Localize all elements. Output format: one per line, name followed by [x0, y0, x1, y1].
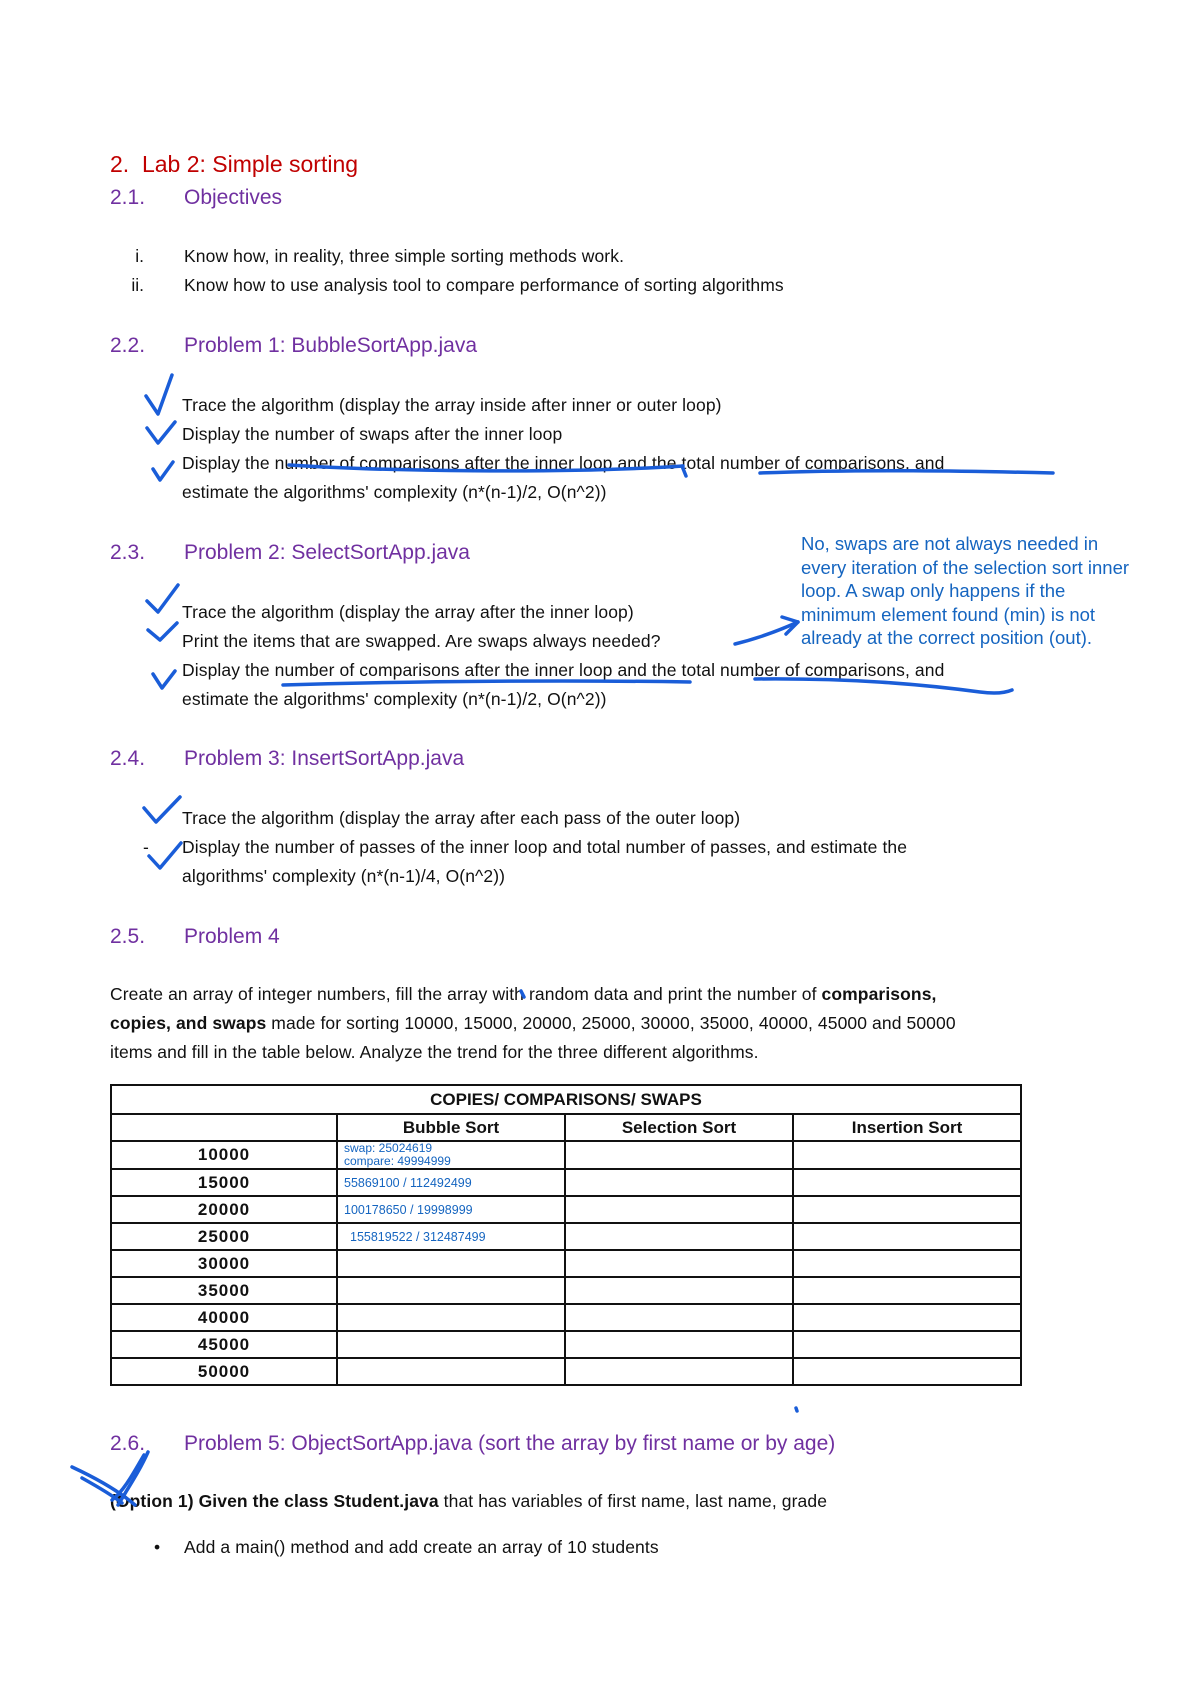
section-title: [110, 151, 358, 178]
annotation-line: minimum element found (min) is not: [801, 603, 1096, 625]
checkmark-icon: [146, 375, 172, 414]
problem3-title: Problem 3: InsertSortApp.java: [184, 747, 465, 770]
problem3-item-3: algorithms' complexity (n*(n-1)/4, O(n^2)): [182, 866, 506, 886]
row-label: 30000: [111, 1250, 337, 1277]
bullet-icon: •: [154, 1537, 161, 1557]
problem1-item-4: estimate the algorithms' complexity (n*(n-1)/2, O(n^2)): [182, 482, 607, 502]
para-text: Create an array of integer numbers, fill the array with random data and print the number of: [110, 984, 822, 1004]
bubble-cell: 155819522 / 312487499: [337, 1223, 565, 1250]
underline-stroke: [283, 681, 690, 685]
header-bubble-sort: Bubble Sort: [337, 1114, 565, 1141]
table-row: [111, 1250, 1021, 1277]
bubble-cell: [337, 1277, 565, 1304]
objective-marker-1: i.: [135, 246, 144, 266]
checkmark-icon: [149, 843, 181, 868]
bubble-cell: [337, 1331, 565, 1358]
table-row: [111, 1331, 1021, 1358]
checkmark-icon: [153, 671, 175, 688]
problem5-option: [110, 1490, 827, 1512]
bubble-cell: [337, 1358, 565, 1385]
problem4-para-line-2: [110, 1012, 956, 1034]
row-label: 25000: [111, 1223, 337, 1250]
problem3-number: 2.4.: [110, 747, 146, 770]
problem4-para-line-1: [110, 983, 937, 1005]
bubble-cell: 100178650 / 19998999: [337, 1196, 565, 1223]
section-heading: Lab 2: Simple sorting: [141, 151, 359, 177]
checkmark-icon: [144, 797, 180, 822]
annotation-line: No, swaps are not always needed in: [801, 533, 1099, 554]
problem2-number: 2.3.: [110, 541, 146, 564]
problem2-title: Problem 2: SelectSortApp.java: [184, 541, 470, 564]
checkmark-icon: [148, 623, 177, 640]
problem5-bullet-text: Add a main() method and add create an array of 10 students: [184, 1537, 659, 1557]
problem1-number: 2.2.: [110, 334, 146, 357]
bubble-cell: [337, 1250, 565, 1277]
selection-cell: [565, 1277, 793, 1304]
insertion-cell: [793, 1250, 1021, 1277]
problem3-dash: -: [143, 837, 149, 857]
handwritten-value: swap: 25024619: [344, 1141, 433, 1155]
objective-item-1: Know how, in reality, three simple sorting methods work.: [184, 246, 625, 266]
selection-cell: [565, 1223, 793, 1250]
selection-cell: [565, 1196, 793, 1223]
problem3-item-1: Trace the algorithm (display the array after each pass of the outer loop): [182, 808, 741, 828]
problem2-item-1: Trace the algorithm (display the array after the inner loop): [182, 602, 634, 622]
selection-cell: [565, 1304, 793, 1331]
table-row: [111, 1277, 1021, 1304]
problem2-item-2: Print the items that are swapped. Are swaps always needed?: [182, 631, 661, 651]
problem5-number: 2.6.: [110, 1432, 146, 1455]
problem4-para-line-3: items and fill in the table below. Analyze the trend for the three different algorithms.: [110, 1042, 759, 1062]
objectives-title: Objectives: [184, 186, 283, 209]
insertion-cell: [793, 1141, 1021, 1169]
objectives-number: 2.1.: [110, 186, 146, 209]
para-text: made for sorting 10000, 15000, 20000, 25000, 30000, 35000, 40000, 45000 and 50000: [266, 1013, 956, 1033]
row-label: 20000: [111, 1196, 337, 1223]
section-number: 2.: [110, 151, 130, 177]
insertion-cell: [793, 1277, 1021, 1304]
problem4-number: 2.5.: [110, 925, 146, 948]
header-insertion-sort: Insertion Sort: [793, 1114, 1021, 1141]
table-row: [111, 1358, 1021, 1385]
table-corner-cell: [111, 1114, 337, 1141]
row-label: 40000: [111, 1304, 337, 1331]
problem1-item-2: Display the number of swaps after the inner loop: [182, 424, 563, 444]
insertion-cell: [793, 1331, 1021, 1358]
problem1-item-3: Display the number of comparisons after the inner loop and the total number of comparisons, and: [182, 453, 945, 473]
table-row: [111, 1223, 1021, 1250]
table-row: [111, 1141, 1021, 1169]
table-row: [111, 1196, 1021, 1223]
selection-cell: [565, 1250, 793, 1277]
selection-cell: [565, 1331, 793, 1358]
option-bold: (Option 1) Given the class Student.java: [110, 1491, 439, 1511]
checkmark-icon: [147, 585, 178, 612]
objective-marker-2: ii.: [131, 275, 144, 295]
handwritten-annotation: [801, 532, 1200, 650]
row-label: 10000: [111, 1141, 337, 1169]
para-bold: comparisons,: [821, 984, 937, 1004]
problem4-title: Problem 4: [184, 925, 280, 948]
bubble-cell: [337, 1141, 565, 1169]
table-row: [111, 1304, 1021, 1331]
handwritten-value: compare: 49994999: [344, 1154, 451, 1168]
selection-cell: [565, 1141, 793, 1169]
problem2-item-4: estimate the algorithms' complexity (n*(n-1)/2, O(n^2)): [182, 689, 607, 709]
arrow-icon: [782, 617, 798, 634]
row-label: 35000: [111, 1277, 337, 1304]
bubble-cell: [337, 1304, 565, 1331]
annotation-line: loop. A swap only happens if the: [801, 580, 1066, 601]
ink-dot-icon: [796, 1408, 797, 1411]
annotation-line: every iteration of the selection sort inner: [801, 556, 1130, 578]
problem1-item-1: Trace the algorithm (display the array inside after inner or outer loop): [182, 395, 722, 415]
underline-stroke: [755, 679, 1012, 693]
results-table: [110, 1084, 1022, 1386]
option-text: that has variables of first name, last name, grade: [438, 1491, 828, 1511]
annotation-line: already at the correct position (out).: [801, 627, 1093, 648]
objective-item-2: Know how to use analysis tool to compare performance of sorting algorithms: [184, 275, 784, 295]
selection-cell: [565, 1169, 793, 1196]
insertion-cell: [793, 1196, 1021, 1223]
problem5-title: Problem 5: ObjectSortApp.java (sort the array by first name or by age): [184, 1432, 836, 1455]
insertion-cell: [793, 1358, 1021, 1385]
table-caption: COPIES/ COMPARISONS/ SWAPS: [111, 1085, 1021, 1114]
insertion-cell: [793, 1304, 1021, 1331]
bubble-cell: 55869100 / 112492499: [337, 1169, 565, 1196]
row-label: 45000: [111, 1331, 337, 1358]
row-label: 50000: [111, 1358, 337, 1385]
checkmark-icon: [153, 462, 173, 480]
para-bold: copies, and swaps: [110, 1013, 267, 1033]
table-row: [111, 1169, 1021, 1196]
insertion-cell: [793, 1169, 1021, 1196]
problem1-title: Problem 1: BubbleSortApp.java: [184, 334, 478, 357]
insertion-cell: [793, 1223, 1021, 1250]
arrow-icon: [735, 622, 798, 644]
header-selection-sort: Selection Sort: [565, 1114, 793, 1141]
checkmark-icon: [147, 422, 175, 443]
row-label: 15000: [111, 1169, 337, 1196]
problem2-item-3: Display the number of comparisons after the inner loop and the total number of comparisons, and: [182, 660, 945, 680]
problem3-item-2: Display the number of passes of the inner loop and total number of passes, and estimate the: [182, 837, 908, 857]
selection-cell: [565, 1358, 793, 1385]
